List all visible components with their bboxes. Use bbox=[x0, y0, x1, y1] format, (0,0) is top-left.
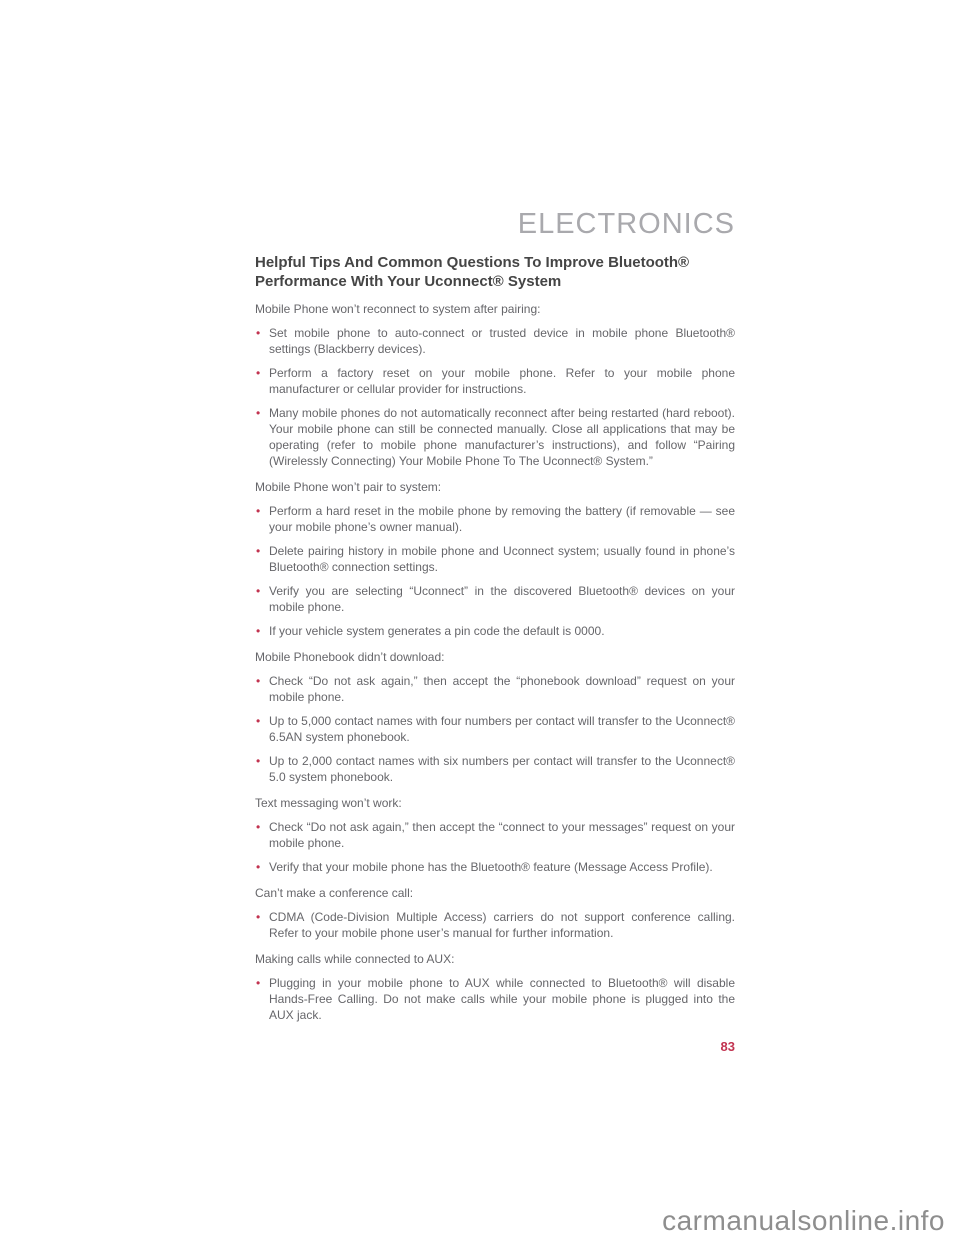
content-column bbox=[255, 210, 735, 1054]
tip-text: Many mobile phones do not automatically reconnect after being restarted (hard reboot). Your mobile phone can still be connected manually. Close all applications that may be operating (refer to mobile phone manufacturer’s instructions), and follow “Pairing (Wirelessly Connecting) Your Mobile Phone To The Uconnect® System.” bbox=[269, 406, 735, 468]
tip-item bbox=[255, 583, 735, 615]
tip-text: Verify that your mobile phone has the Bluetooth® feature (Message Access Profile). bbox=[269, 860, 713, 874]
tip-text: Check “Do not ask again,” then accept the “connect to your messages” request on your mobile phone. bbox=[269, 820, 735, 850]
bullet-icon: • bbox=[256, 326, 261, 340]
tip-item bbox=[255, 623, 735, 639]
tip-item bbox=[255, 405, 735, 469]
tip-list bbox=[255, 819, 735, 875]
section-phonebook bbox=[255, 649, 735, 785]
tip-text: Check “Do not ask again,” then accept the “phonebook download” request on your mobile phone. bbox=[269, 674, 735, 704]
section-lead: Mobile Phonebook didn’t download: bbox=[255, 650, 445, 664]
bullet-icon: • bbox=[256, 860, 261, 874]
tip-text: Plugging in your mobile phone to AUX while connected to Bluetooth® will disable Hands-Free Calling. Do not make calls while your mobile phone is plugged into the AUX jack. bbox=[269, 976, 735, 1022]
tip-list bbox=[255, 909, 735, 941]
tip-item bbox=[255, 543, 735, 575]
tip-list bbox=[255, 503, 735, 639]
tip-text: Up to 2,000 contact names with six numbers per contact will transfer to the Uconnect® 5.0 system phonebook. bbox=[269, 754, 735, 784]
bullet-icon: • bbox=[256, 584, 261, 598]
section-lead: Mobile Phone won’t reconnect to system after pairing: bbox=[255, 302, 541, 316]
watermark: carmanualsonline.info bbox=[662, 1205, 945, 1236]
section-lead: Mobile Phone won’t pair to system: bbox=[255, 480, 442, 494]
bullet-icon: • bbox=[256, 674, 261, 688]
section-lead: Can’t make a conference call: bbox=[255, 886, 414, 900]
page-title: Helpful Tips And Common Questions To Improve Bluetooth® Performance With Your Uconnect® System bbox=[255, 254, 690, 290]
bullet-icon: • bbox=[256, 754, 261, 768]
tip-item bbox=[255, 503, 735, 535]
tip-text: CDMA (Code-Division Multiple Access) carriers do not support conference calling. Refer to your mobile phone user’s manual for further information. bbox=[269, 910, 735, 940]
section-conference-call bbox=[255, 885, 735, 941]
section-text-messaging bbox=[255, 795, 735, 875]
tip-list bbox=[255, 325, 735, 469]
tip-text: Verify you are selecting “Uconnect” in the discovered Bluetooth® devices on your mobile phone. bbox=[269, 584, 735, 614]
tip-item bbox=[255, 819, 735, 851]
section-reconnect bbox=[255, 301, 735, 469]
tip-text: Set mobile phone to auto-connect or trusted device in mobile phone Bluetooth® settings (Blackberry devices). bbox=[269, 326, 735, 356]
bullet-icon: • bbox=[256, 820, 261, 834]
bullet-icon: • bbox=[256, 504, 261, 518]
section-pair bbox=[255, 479, 735, 639]
tip-text: Perform a hard reset in the mobile phone by removing the battery (if removable — see your mobile phone’s owner manual). bbox=[269, 504, 735, 534]
tip-list bbox=[255, 673, 735, 785]
section-lead: Making calls while connected to AUX: bbox=[255, 952, 455, 966]
tip-item bbox=[255, 975, 735, 1023]
tip-text: If your vehicle system generates a pin code the default is 0000. bbox=[269, 624, 605, 638]
bullet-icon: • bbox=[256, 976, 261, 990]
page-number: 83 bbox=[720, 1039, 735, 1054]
tip-item bbox=[255, 713, 735, 745]
bullet-icon: • bbox=[256, 714, 261, 728]
tip-text: Perform a factory reset on your mobile phone. Refer to your mobile phone manufacturer or cellular provider for instructions. bbox=[269, 366, 735, 396]
bullet-icon: • bbox=[256, 910, 261, 924]
bullet-icon: • bbox=[256, 544, 261, 558]
bullet-icon: • bbox=[256, 366, 261, 380]
tip-item bbox=[255, 909, 735, 941]
section-lead: Text messaging won’t work: bbox=[255, 796, 402, 810]
bullet-icon: • bbox=[256, 406, 261, 420]
tip-list bbox=[255, 975, 735, 1023]
tip-item bbox=[255, 365, 735, 397]
tip-text: Up to 5,000 contact names with four numbers per contact will transfer to the Uconnect® 6.5AN system phonebook. bbox=[269, 714, 735, 744]
section-aux-calls bbox=[255, 951, 735, 1023]
tip-item bbox=[255, 753, 735, 785]
tip-item bbox=[255, 673, 735, 705]
chapter-header: ELECTRONICS bbox=[517, 208, 735, 240]
tip-item bbox=[255, 859, 735, 875]
bullet-icon: • bbox=[256, 624, 261, 638]
tip-text: Delete pairing history in mobile phone and Uconnect system; usually found in phone’s Bluetooth® connection settings. bbox=[269, 544, 735, 574]
tip-item bbox=[255, 325, 735, 357]
